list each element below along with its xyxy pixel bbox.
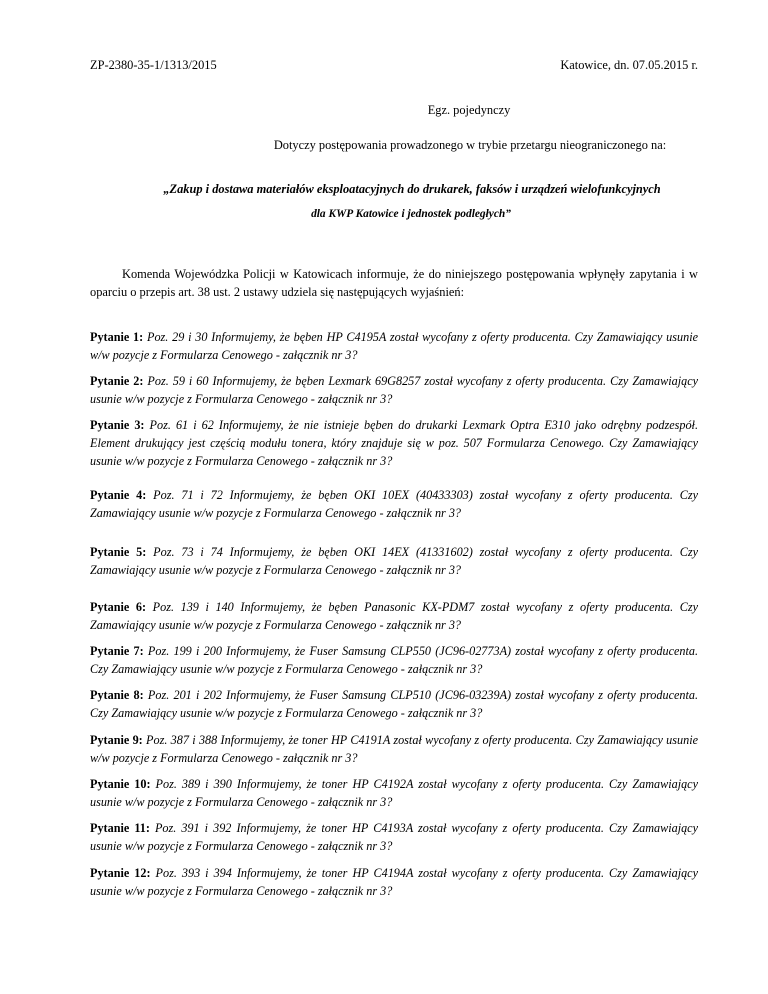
- question-item: [90, 372, 698, 408]
- question-text: Poz. 59 i 60 Informujemy, że bęben Lexmark 69G8257 został wycofany z oferty producenta. Czy Zamawiający usunie w/w pozycje z Formularza Cenowego - załącznik nr 3?: [90, 374, 699, 406]
- question-text: Poz. 73 i 74 Informujemy, że bęben OKI 14EX (41331602) został wycofany z oferty producenta. Czy Zamawiający usunie w/w pozycje z Formularza Cenowego - załącznik nr 3?: [90, 545, 699, 577]
- question-label: Pytanie 1:: [90, 330, 144, 344]
- question-text: Poz. 71 i 72 Informujemy, że bęben OKI 10EX (40433303) został wycofany z oferty producenta. Czy Zamawiający usunie w/w pozycje z Formularza Cenowego - załącznik nr 3?: [90, 488, 699, 520]
- question-text: Poz. 199 i 200 Informujemy, że Fuser Samsung CLP550 (JC96-02773A) został wycofany z oferty producenta. Czy Zamawiający usunie w/w pozycje z Formularza Cenowego - załącznik nr 3?: [90, 644, 699, 676]
- question-item: [90, 416, 698, 470]
- question-label: Pytanie 5:: [90, 545, 147, 559]
- question-label: Pytanie 3:: [90, 418, 145, 432]
- question-item: [90, 731, 698, 767]
- place-and-date: Katowice, dn. 07.05.2015 r.: [560, 58, 698, 72]
- question-label: Pytanie 10:: [90, 777, 151, 791]
- question-item: [90, 543, 698, 579]
- question-label: Pytanie 6:: [90, 600, 147, 614]
- intro-text: Komenda Wojewódzka Policji w Katowicach informuje, że do niniejszego postępowania wpłynęły zapytania i w oparciu o przepis art. 38 ust. 2 ustawy udziela się następujących wyjaśnień:: [90, 267, 698, 299]
- question-text: Poz. 29 i 30 Informujemy, że bęben HP C4195A został wycofany z oferty producenta. Czy Zamawiający usunie w/w pozycje z Formularza Cenowego - załącznik nr 3?: [90, 330, 699, 362]
- question-text: Poz. 389 i 390 Informujemy, że toner HP C4192A został wycofany z oferty producenta. Czy Zamawiający usunie w/w pozycje z Formularza Cenowego - załącznik nr 3?: [90, 777, 698, 809]
- intro-paragraph: [90, 265, 698, 301]
- question-label: Pytanie 8:: [90, 688, 144, 702]
- document-header: [90, 56, 698, 74]
- question-label: Pytanie 12:: [90, 866, 151, 880]
- question-text: Poz. 61 i 62 Informujemy, że nie istnieje bęben do drukarki Lexmark Optra E310 jako odrębny podzespół. Element drukujący jest częścią modułu tonera, który znajduje się w poz. 507 Formularza Cenowego. Czy Zamawiający usunie w/w pozycje z Formularza Cenowego - załącznik nr 3?: [90, 418, 698, 468]
- question-item: [90, 686, 698, 722]
- subject-line: Dotyczy postępowania prowadzonego w trybie przetargu nieograniczonego na:: [273, 138, 667, 152]
- question-item: [90, 486, 698, 522]
- question-label: Pytanie 11:: [90, 821, 150, 835]
- tender-title-line-1: „Zakup i dostawa materiałów eksploatacyjnych do drukarek, faksów i urządzeń wielofunkcyjnych: [163, 182, 661, 196]
- question-item: [90, 598, 698, 634]
- question-item: [90, 328, 698, 364]
- reference-number: ZP-2380-35-1/1313/2015: [90, 58, 217, 72]
- question-item: [90, 819, 698, 855]
- question-label: Pytanie 2:: [90, 374, 144, 388]
- question-text: Poz. 139 i 140 Informujemy, że bęben Panasonic KX-PDM7 został wycofany z oferty producenta. Czy Zamawiający usunie w/w pozycje z Formularza Cenowego - załącznik nr 3?: [90, 600, 699, 632]
- copy-note: Egz. pojedynczy: [427, 103, 511, 117]
- tender-title-line-2: dla KWP Katowice i jednostek podległych”: [311, 208, 511, 220]
- question-item: [90, 864, 698, 900]
- question-item: [90, 642, 698, 678]
- question-item: [90, 775, 698, 811]
- question-label: Pytanie 4:: [90, 488, 147, 502]
- question-text: Poz. 393 i 394 Informujemy, że toner HP C4194A został wycofany z oferty producenta. Czy Zamawiający usunie w/w pozycje z Formularza Cenowego - załącznik nr 3?: [90, 866, 698, 898]
- question-text: Poz. 391 i 392 Informujemy, że toner HP C4193A został wycofany z oferty producenta. Czy Zamawiający usunie w/w pozycje z Formularza Cenowego - załącznik nr 3?: [90, 821, 698, 853]
- question-text: Poz. 201 i 202 Informujemy, że Fuser Samsung CLP510 (JC96-03239A) został wycofany z oferty producenta. Czy Zamawiający usunie w/w pozycje z Formularza Cenowego - załącznik nr 3?: [90, 688, 699, 720]
- question-text: Poz. 387 i 388 Informujemy, że toner HP C4191A został wycofany z oferty producenta. Czy Zamawiający usunie w/w pozycje z Formularza Cenowego - załącznik nr 3?: [90, 733, 699, 765]
- question-label: Pytanie 7:: [90, 644, 144, 658]
- question-label: Pytanie 9:: [90, 733, 143, 747]
